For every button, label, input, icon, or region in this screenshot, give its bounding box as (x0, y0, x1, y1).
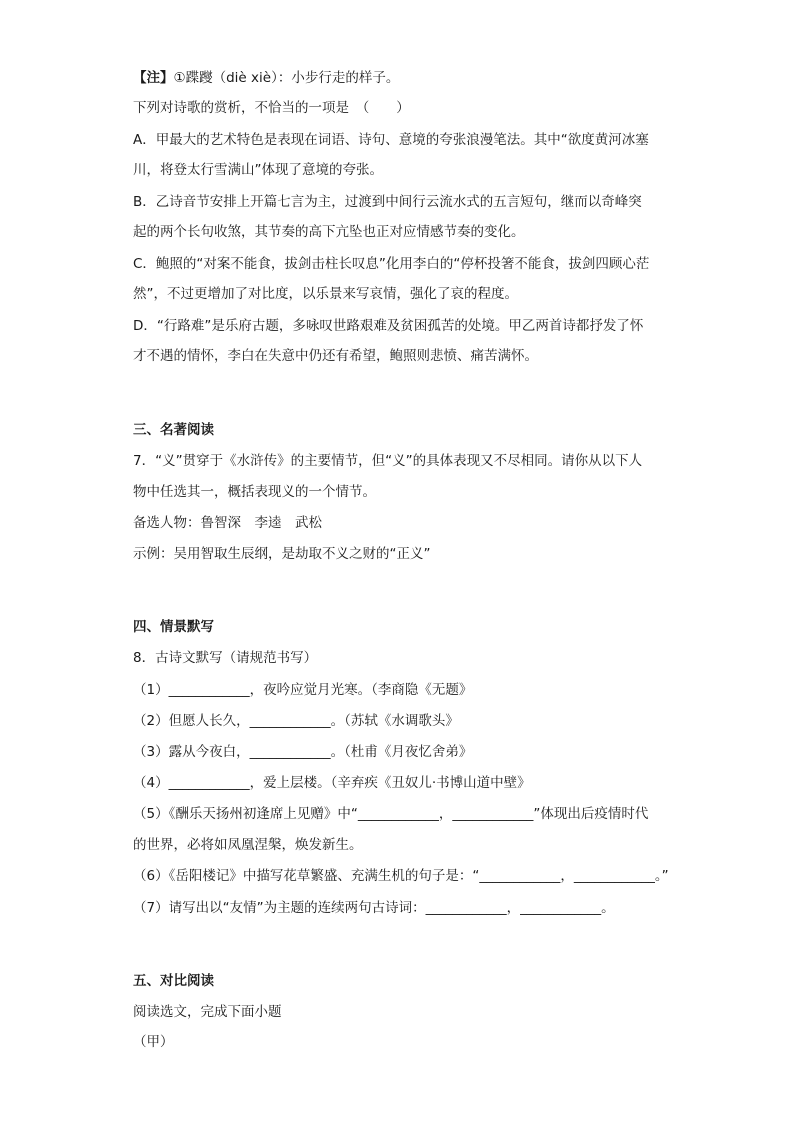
option-a-line-1: A．甲最大的艺术特色是表现在词语、诗句、意境的夸张浪漫笔法。其中“欲度黄河冰塞 (133, 132, 649, 148)
option-c-line-1: C．鲍照的“对案不能食，拔剑击柱长叹息”化用李白的“停杯投箸不能食，拔剑四顾心茫 (133, 256, 650, 272)
section-4-heading: 四、情景默写 (133, 619, 214, 635)
recitation-item-1: （1）____________，夜吟应觉月光寒。（李商隐《无题》 (133, 682, 473, 698)
section-3-heading: 三、名著阅读 (133, 422, 214, 438)
section-5-intro: 阅读选文，完成下面小题 (133, 1004, 282, 1020)
option-b-line-1: B．乙诗音节安排上开篇七言为主，过渡到中间行云流水式的五言短句，继而以奇峰突 (133, 194, 642, 210)
recitation-item-5-line-2: 的世界，必将如凤凰涅槃，焕发新生。 (133, 837, 363, 853)
note-label: 【注】 (133, 70, 174, 86)
passage-label-jia: （甲） (133, 1034, 174, 1050)
question-8-intro: 8．古诗文默写（请规范书写） (133, 650, 318, 666)
option-d-line-1: D．“行路难”是乐府古题，多咏叹世路艰难及贫困孤苦的处境。甲乙两首诗都抒发了怀 (133, 318, 644, 334)
example-answer: 示例：吴用智取生辰纲，是劫取不义之财的“正义” (133, 546, 431, 562)
candidate-characters: 备选人物：鲁智深 李逵 武松 (133, 515, 322, 531)
recitation-item-6: （6）《岳阳楼记》中描写花草繁盛、充满生机的句子是：“____________，____________。” (133, 868, 669, 884)
recitation-item-3: （3）露从今夜白，____________。（杜甫《月夜忆舍弟》 (133, 744, 473, 760)
recitation-item-4: （4）____________，爱上层楼。（辛弃疾《丑奴儿·书博山道中壁》 (133, 775, 531, 791)
poem-note (133, 63, 673, 93)
section-5-heading: 五、对比阅读 (133, 973, 214, 989)
option-d-line-2: 才不遇的情怀，李白在失意中仍还有希望，鲍照则悲愤、痛苦满怀。 (133, 348, 538, 364)
recitation-item-2: （2）但愿人长久，____________。（苏轼《水调歌头》 (133, 713, 459, 729)
option-a-line-2: 川，将登太行雪满山”体现了意境的夸张。 (133, 162, 383, 178)
option-b-line-2: 起的两个长句收煞，其节奏的高下亢坠也正对应情感节奏的变化。 (133, 224, 525, 240)
question-6-stem: 下列对诗歌的赏析，不恰当的一项是 （ ） (133, 100, 410, 116)
question-7-line-1: 7．“义”贯穿于《水浒传》的主要情节，但“义”的具体表现又不尽相同。请你从以下人 (133, 453, 643, 469)
question-7-line-2: 物中任选其一，概括表现义的一个情节。 (133, 484, 376, 500)
note-text: ①蹀躞（diè xiè）：小步行走的样子。 (173, 70, 400, 86)
recitation-item-7: （7）请写出以“友情”为主题的连续两句古诗词：____________，____________。 (133, 900, 615, 916)
option-c-line-2: 然”，不过更增加了对比度，以乐景来写哀情，强化了哀的程度。 (133, 286, 518, 302)
recitation-item-5-line-1: （5）《酬乐天扬州初逢席上见赠》中“____________，____________”体现出后疫情时代 (133, 806, 649, 822)
